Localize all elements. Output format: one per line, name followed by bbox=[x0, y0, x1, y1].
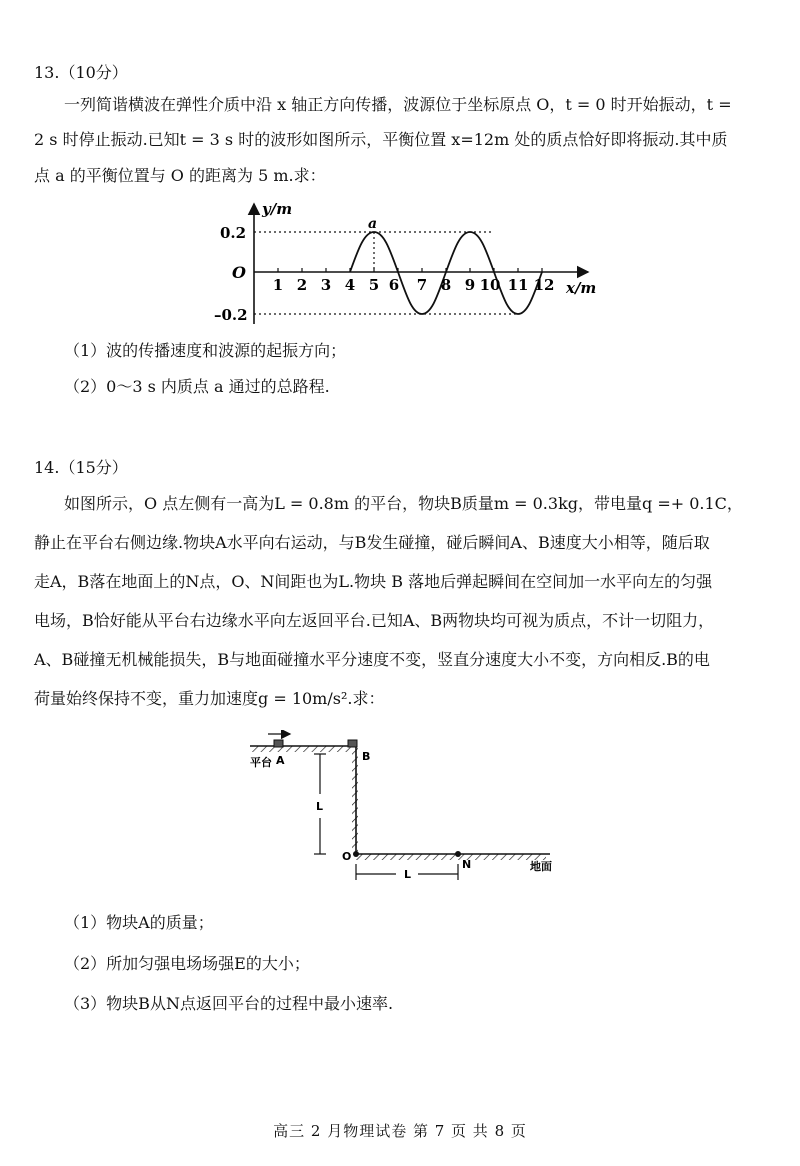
q14-question-2: （2）所加匀强电场场强E的大小； bbox=[64, 954, 310, 973]
q14-platform-figure bbox=[240, 730, 570, 890]
x-tick-10: 10 bbox=[479, 276, 501, 294]
q13-wave-figure bbox=[200, 192, 610, 332]
height-label: L bbox=[316, 800, 324, 813]
point-o bbox=[353, 851, 359, 857]
q13-body-line-1: 一列简谐横波在弹性介质中沿 x 轴正方向传播，波源位于坐标原点 O，t = 0 时开始振动，t = bbox=[64, 95, 732, 114]
q13-question-2: （2）0～3 s 内质点 a 通过的总路程. bbox=[64, 377, 330, 396]
point-a-label: a bbox=[368, 216, 378, 232]
block-b-label: B bbox=[362, 750, 371, 763]
point-n bbox=[455, 851, 461, 857]
origin-o-label: O bbox=[342, 850, 352, 863]
x-tick-8: 8 bbox=[440, 276, 452, 294]
q14-body-line-4: 电场，B恰好能从平台右边缘水平向左返回平台.已知A、B两物块均可视为质点，不计一切阻力， bbox=[34, 611, 715, 630]
y-axis-label: y/m bbox=[262, 200, 293, 218]
origin-label: O bbox=[232, 263, 246, 282]
q13-question-1: （1）波的传播速度和波源的起振方向； bbox=[64, 341, 347, 360]
q14-body-line-2: 静止在平台右侧边缘.物块A水平向右运动，与B发生碰撞，碰后瞬间A、B速度大小相等，随后取 bbox=[34, 533, 710, 552]
q14-body-line-3: 走A，B落在地面上的N点，O、N间距也为L.物块 B 落地后弹起瞬间在空间加一水平向左的匀强 bbox=[34, 572, 713, 591]
x-tick-3: 3 bbox=[320, 276, 332, 294]
q13-header: 13.（10分） bbox=[34, 63, 128, 82]
x-tick-1: 1 bbox=[272, 276, 284, 294]
x-tick-2: 2 bbox=[296, 276, 308, 294]
platform-label: 平台 bbox=[250, 756, 272, 769]
x-axis-label: x/m bbox=[566, 279, 597, 297]
block-a-label: A bbox=[276, 754, 285, 767]
q14-body-line-6: 荷量始终保持不变，重力加速度g = 10m/s².求： bbox=[34, 689, 385, 708]
distance-label: L bbox=[404, 868, 412, 881]
x-tick-6: 6 bbox=[388, 276, 400, 294]
block-b bbox=[348, 740, 357, 747]
wave-curve bbox=[350, 232, 542, 314]
q14-question-1: （1）物块A的质量； bbox=[64, 913, 214, 932]
x-tick-5: 5 bbox=[368, 276, 380, 294]
x-tick-11: 11 bbox=[507, 276, 529, 294]
q14-question-3: （3）物块B从N点返回平台的过程中最小速率. bbox=[64, 994, 394, 1013]
x-tick-4: 4 bbox=[344, 276, 356, 294]
x-tick-9: 9 bbox=[464, 276, 476, 294]
q13-body-line-2: 2 s 时停止振动.已知t = 3 s 时的波形如图所示，平衡位置 x=12m 处的质点恰好即将振动.其中质 bbox=[34, 130, 728, 149]
q14-body-line-5: A、B碰撞无机械能损失，B与地面碰撞水平分速度不变，竖直分速度大小不变，方向相反.B的电 bbox=[34, 650, 710, 669]
q14-body-line-1: 如图所示，O 点左侧有一高为L = 0.8m 的平台，物块B质量m = 0.3kg，带电量q =+ 0.1C， bbox=[64, 494, 743, 513]
ground-label: 地面 bbox=[530, 860, 552, 873]
block-a bbox=[274, 740, 283, 747]
page-footer: 高三 2 月物理试卷 第 7 页 共 8 页 bbox=[273, 1122, 527, 1140]
x-tick-7: 7 bbox=[416, 276, 428, 294]
y-tick-top: 0.2 bbox=[220, 224, 247, 242]
y-tick-bottom: –0.2 bbox=[214, 306, 248, 324]
q14-header: 14.（15分） bbox=[34, 458, 128, 477]
x-tick-12: 12 bbox=[533, 276, 555, 294]
q13-body-line-3: 点 a 的平衡位置与 O 的距离为 5 m.求： bbox=[34, 166, 326, 185]
point-n-label: N bbox=[462, 858, 472, 871]
